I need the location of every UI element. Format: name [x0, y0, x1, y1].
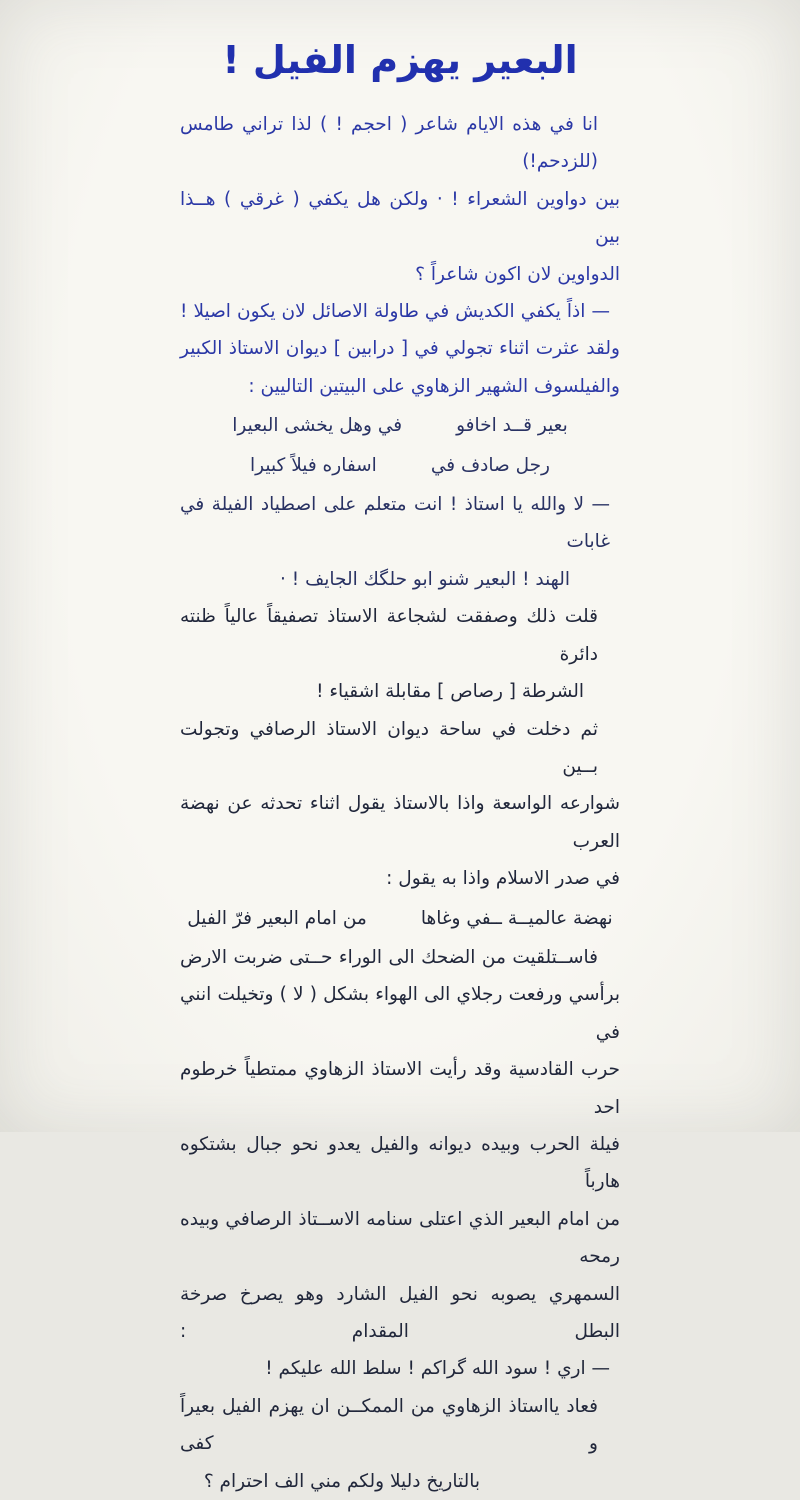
verse-hemistich: في وهل يخشى البعيرا — [232, 415, 403, 437]
text-line: بين دواوين الشعراء ! · ولكن هل يكفي ( غرقي ) هــذا بين — [180, 188, 620, 248]
page-title: البعير يهزم الفيل ! — [222, 38, 578, 82]
text-line: الهند ! البعير شنو ابو حلگك الجايف ! · — [280, 568, 570, 590]
text-line: — اذاً يكفي الكديش في طاولة الاصائل لان يكون اصيلا ! — [180, 301, 610, 323]
text-line: فعاد يااستاذ الزهاوي من الممكــن ان يهزم الفيل بعيراً و كفى — [180, 1395, 598, 1455]
text-line: ثم دخلت في ساحة ديوان الاستاذ الرصافي وتجولت بــين — [180, 718, 598, 777]
verse-line — [180, 407, 620, 444]
text-line: في صدر الاسلام واذا به يقول : — [386, 868, 620, 890]
text-line: شوارعه الواسعة واذا بالاستاذ يقول اثناء تحدثه عن نهضة العرب — [180, 793, 620, 852]
verse-hemistich: نهضة عالميــة ــفي وغاها — [420, 907, 613, 929]
text-line: برأسي ورفعت رجلاي الى الهواء بشكل ( لا ) وتخيلت انني في — [180, 984, 620, 1043]
text-line: من امام البعير الذي اعتلى سنامه الاســتاذ الرصافي وبيده رمحه — [180, 1208, 620, 1268]
text-line: بالتاريخ دليلا ولكم مني الف احترام ؟ — [203, 1470, 480, 1492]
text-line: انا في هذه الايام شاعر ( احجم ! ) لذا تراني طامس (للزدحم!) — [180, 114, 598, 173]
text-line: الدواوين لان اكون شاعراً ؟ — [415, 263, 620, 285]
text-line: فيلة الحرب وبيده ديوانه والفيل يعدو نحو جبال بشتكوه هارباً — [180, 1133, 620, 1193]
text-line: قلت ذلك وصفقت لشجاعة الاستاذ تصفيقاً عالياً ظنته دائرة — [180, 606, 598, 665]
text-line: السمهري يصوبه نحو الفيل الشارد وهو يصرخ صرخة البطل المقدام : — [180, 1283, 620, 1342]
text-block — [180, 38, 620, 1500]
text-line: فاســتلقيت من الضحك الى الوراء حــتى ضربت الارض — [180, 946, 598, 968]
text-line: حرب القادسية وقد رأيت الاستاذ الزهاوي ممتطياً خرطوم احد — [180, 1059, 620, 1118]
text-line: — لا والله يا استاذ ! انت متعلم على اصطياد الفيلة في غابات — [180, 494, 610, 553]
verse-hemistich: من امام البعير فرّ الفيل — [187, 907, 367, 929]
verse-line — [180, 447, 620, 484]
text-line: — اري ! سود الله گراكم ! سلط الله عليكم ! — [265, 1358, 610, 1380]
verse-hemistich: اسفاره فيلاً كبيرا — [250, 454, 377, 476]
text-line: ولقد عثرت اثناء تجولي في [ درابين ] ديوان الاستاذ الكبير — [180, 338, 620, 360]
verse-hemistich: رجل صادف في — [430, 454, 550, 476]
verse-line — [180, 900, 620, 937]
verse-hemistich: بعير قــد اخافو — [456, 415, 568, 437]
text-line: الشرطة [ رصاص ] مقابلة اشقياء ! — [316, 681, 584, 703]
text-line: والفيلسوف الشهير الزهاوي على البيتين التاليين : — [248, 375, 620, 397]
